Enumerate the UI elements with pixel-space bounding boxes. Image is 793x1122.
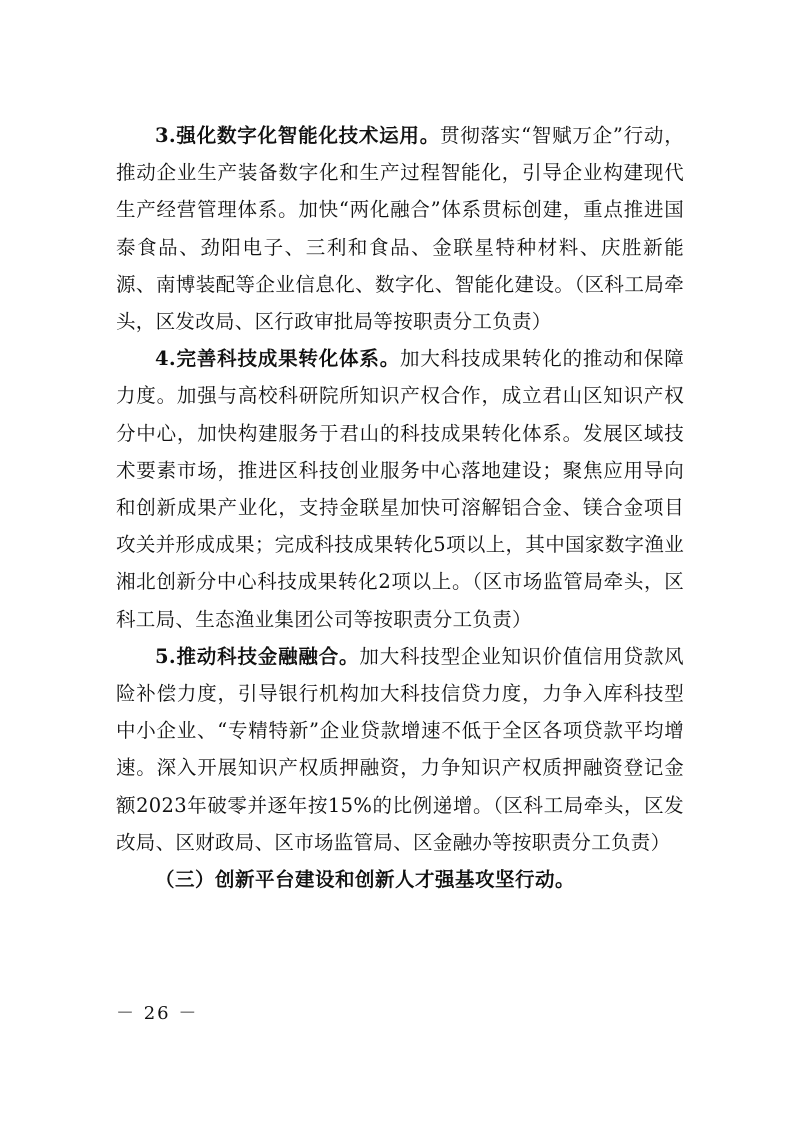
paragraph-item-3 xyxy=(116,117,684,340)
document-body xyxy=(116,117,684,898)
paragraph-item-4 xyxy=(116,340,684,638)
section-heading: （三）创新平台建设和创新人才强基攻坚行动。 xyxy=(155,868,576,892)
paragraph-text: 加大科技成果转化的推动和保障力度。加强与高校科研院所知识产权合作，成立君山区知识产权分中心，加快构建服务于君山的科技成果转化体系。发展区域技术要素市场，推进区科技创业服务中心落地建设；聚焦应用导向和创新成果产业化，支持金联星加快可溶解铝合金、镁合金项目攻关并形成成果；完成科技成果转化5项以上，其中国家数字渔业湘北创新分中心科技成果转化2项以上。（区市场监管局牵头，区科工局、生态渔业集团公司等按职责分工负责） xyxy=(116,347,684,631)
paragraph-text: 加大科技型企业知识价值信用贷款风险补偿力度，引导银行机构加大科技信贷力度，力争入库科技型中小企业、“专精特新”企业贷款增速不低于全区各项贷款平均增速。深入开展知识产权质押融资，力争知识产权质押融资登记金额2023年破零并逐年按15%的比例递增。（区科工局牵头，区发改局、区财政局、区市场监管局、区金融办等按职责分工负责） xyxy=(116,644,684,854)
paragraph-lead: 3.强化数字化智能化技术运用。 xyxy=(155,124,440,147)
paragraph-lead: 4.完善科技成果转化体系。 xyxy=(155,347,401,371)
page-number: － 26 － xyxy=(116,1003,199,1024)
paragraph-item-5 xyxy=(116,638,684,861)
paragraph-text: 贯彻落实“智赋万企”行动，推动企业生产装备数字化和生产过程智能化，引导企业构建现代生产经营管理体系。加快“两化融合”体系贯标创建，重点推进国泰食品、劲阳电子、三利和食品、金联星特种材料、庆胜新能源、南博装配等企业信息化、数字化、智能化建设。（区科工局牵头，区发改局、区行政审批局等按职责分工负责） xyxy=(116,124,684,334)
paragraph-lead: 5.推动科技金融融合。 xyxy=(155,644,360,668)
